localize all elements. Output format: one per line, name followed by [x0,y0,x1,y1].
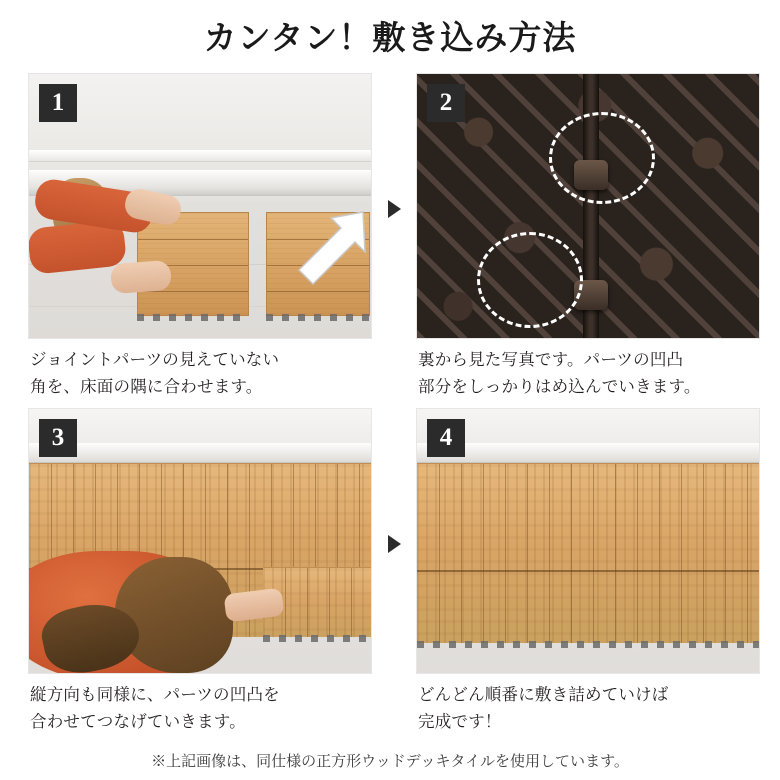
step4-photo-completed-deck [416,408,760,674]
step-3-cell [28,408,372,735]
step-4-caption [416,674,760,735]
plank-seam [307,568,308,637]
baseboard-moulding [417,443,760,463]
plank-seam [571,464,572,643]
steps-grid [28,73,752,736]
direction-arrow-icon [279,204,371,296]
tile-feet [263,635,372,642]
wall-trim-upper [29,150,372,162]
step-4-badge: 4 [427,419,465,457]
step-3-caption [28,674,372,735]
highlight-circle-lower [477,232,583,328]
plank-seam [285,568,286,637]
step-1-caption [28,339,372,400]
plank-seam [637,464,638,643]
step-1-caption-line-1: ジョイントパーツの見えていない [30,351,280,369]
step-3-caption-line-2: 合わせてつなげていきます。 [30,713,246,732]
plank-seam [483,464,484,643]
tile-slat [138,291,248,292]
person-hand-lower [110,260,172,294]
plank-seam [747,464,748,643]
plank-seam [461,464,462,643]
step-1-badge: 1 [39,84,77,122]
triangle-right-icon [388,200,401,218]
plank-seam [549,464,550,643]
step-4-caption-line-1: どんどん順番に敷き詰めていけば [418,686,669,705]
footnote-text: ※上記画像は、同仕様の正方形ウッドデッキタイルを使用しています。 [151,752,629,770]
plank-seam [703,464,704,643]
flow-arrow-3-to-4 [372,408,416,735]
step-2-caption-line-2: 部分をしっかりはめ込んでいきます。 [418,377,701,396]
step-4-cell [416,408,760,735]
plank-seam [329,568,330,637]
step-2-caption [416,339,760,400]
page-title: カンタン！敷き込み方法 [203,19,577,56]
tile-row-seam [417,570,760,572]
step1-photo-corner-alignment [28,73,372,339]
plank-seam [725,464,726,643]
highlight-circle-upper [549,112,655,204]
plank-seam [351,568,352,637]
plank-seam [681,464,682,643]
step-1-cell [28,73,372,400]
wood-deck-area [417,463,760,643]
triangle-right-icon [388,535,401,553]
step-1-caption-line-2: 角を、床面の隅に合わせます。 [30,377,263,396]
plank-seam [505,464,506,643]
step-2-cell [416,73,760,400]
step3-photo-vertical-direction [28,408,372,674]
step-4-caption-line-2: 完成です！ [418,713,502,732]
tile-feet-left [137,314,249,321]
plank-seam [593,464,594,643]
plank-seam [659,464,660,643]
plank-seam [615,464,616,643]
tile-slat [138,239,248,240]
tile-feet [417,641,760,648]
plank-seam [439,464,440,643]
tile-feet-right [266,314,370,321]
step-2-badge: 2 [427,84,465,122]
baseboard-moulding [29,443,372,463]
step-3-caption-line-1: 縦方向も同様に、パーツの凹凸を [30,686,280,705]
wood-grain-texture [417,464,760,643]
flow-arrow-1-to-2 [372,73,416,400]
step2-photo-underside-joints [416,73,760,339]
plank-seam [527,464,528,643]
step-2-caption-line-1: 裏から見た写真です。パーツの凹凸 [418,351,684,369]
step-3-badge: 3 [39,419,77,457]
